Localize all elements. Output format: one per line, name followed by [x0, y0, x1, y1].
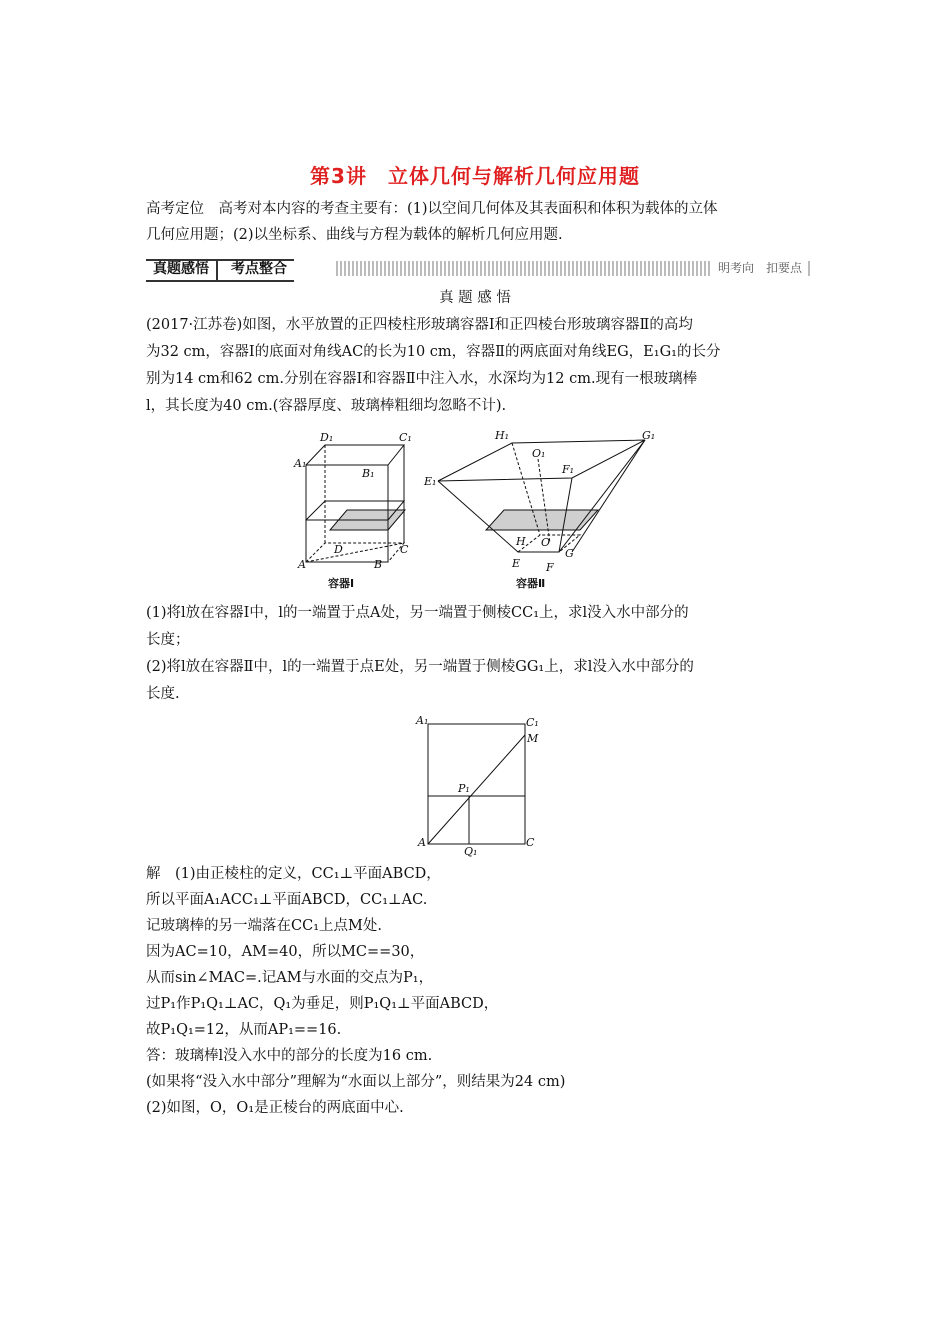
caption-container-1: 容器Ⅰ — [328, 577, 355, 590]
label-H1: H₁ — [495, 429, 510, 442]
label-E: E — [512, 557, 521, 570]
solution-line-9: (如果将“没入水中部分”理解为“水面以上部分”，则结果为24 cm) — [146, 1074, 566, 1090]
label-F: F — [546, 561, 554, 574]
label-A1: A₁ — [294, 457, 307, 470]
label-H: H — [516, 535, 526, 548]
solution-line-2: 所以平面A₁ACC₁⊥平面ABCD，CC₁⊥AC. — [146, 892, 428, 908]
label-G1: G₁ — [642, 429, 656, 442]
banner-tab-real-questions: 真题感悟 — [153, 261, 209, 277]
label-E1: E₁ — [424, 475, 437, 488]
solution-line-7: 故P₁Q₁=12，从而AP₁==16. — [146, 1022, 342, 1038]
section-heading: 真 题 感 悟 — [439, 290, 511, 306]
container-1-drawing — [306, 445, 405, 562]
question-line-4: 长度. — [146, 686, 180, 702]
solution-line-8: 答：玻璃棒l没入水中的部分的长度为16 cm. — [146, 1048, 433, 1064]
label-C: C — [400, 543, 409, 556]
intro-line-2: 几何应用题；(2)以坐标系、曲线与方程为载体的解析几何应用题. — [146, 227, 563, 243]
solution-line-1: 解 (1)由正棱柱的定义，CC₁⊥平面ABCD， — [146, 866, 441, 882]
containers-figure — [290, 425, 670, 595]
label-M: M — [527, 732, 539, 745]
label-B1: B₁ — [362, 467, 375, 480]
question-line-3: (2)将l放在容器Ⅱ中，l的一端置于点E处，另一端置于侧棱GG₁上，求l没入水中部分的 — [146, 659, 694, 675]
solution-line-5: 从而sin∠MAC=.记AM与水面的交点为P₁， — [146, 970, 434, 986]
label-Q1: Q₁ — [464, 845, 478, 857]
label-D1: D₁ — [320, 431, 334, 444]
label-C1-fig2: C₁ — [526, 716, 539, 729]
question-line-1: (1)将l放在容器Ⅰ中，l的一端置于点A处，另一端置于侧棱CC₁上，求l没入水中部分的 — [146, 605, 689, 621]
solution-line-4: 因为AC=10，AM=40，所以MC==30， — [146, 944, 425, 960]
cross-section-drawing — [428, 724, 525, 844]
solution-line-3: 记玻璃棒的另一端落在CC₁上点M处. — [146, 918, 382, 934]
label-A1-fig2: A₁ — [416, 714, 429, 727]
label-C1: C₁ — [399, 431, 412, 444]
banner-separator — [216, 261, 224, 280]
cross-section-figure — [410, 712, 550, 857]
solution-line-10: (2)如图，O，O₁是正棱台的两底面中心. — [146, 1100, 404, 1116]
label-F1: F₁ — [562, 463, 575, 476]
label-D: D — [334, 543, 343, 556]
label-O1: O₁ — [532, 447, 546, 460]
banner-tab-key-points: 考点整合 — [231, 261, 287, 277]
question-line-2: 长度； — [146, 632, 190, 648]
problem-line-1: (2017·江苏卷)如图，水平放置的正四棱柱形玻璃容器Ⅰ和正四棱台形玻璃容器Ⅱ的高均 — [146, 317, 693, 333]
label-C-fig2: C — [526, 836, 535, 849]
problem-line-3: 别为14 cm和62 cm.分别在容器Ⅰ和容器Ⅱ中注入水，水深均为12 cm.现有一根玻璃棒 — [146, 371, 698, 387]
label-P1: P₁ — [458, 782, 470, 795]
page-title: 第3讲 立体几何与解析几何应用题 — [310, 164, 640, 188]
banner-tabs — [146, 259, 294, 282]
label-A-fig2: A — [418, 836, 426, 849]
solution-line-6: 过P₁作P₁Q₁⊥AC，Q₁为垂足，则P₁Q₁⊥平面ABCD， — [146, 996, 499, 1012]
banner-tag: 明考向 扣要点 — [712, 260, 808, 277]
intro-line-1: 高考定位 高考对本内容的考查主要有：(1)以空间几何体及其表面积和体积为载体的立体 — [146, 201, 718, 217]
section-banner — [146, 259, 812, 278]
label-G: G — [565, 547, 574, 560]
problem-line-4: l，其长度为40 cm.(容器厚度、玻璃棒粗细均忽略不计). — [146, 398, 507, 414]
problem-line-2: 为32 cm，容器Ⅰ的底面对角线AC的长为10 cm，容器Ⅱ的两底面对角线EG，E₁G₁的长分 — [146, 344, 721, 360]
label-B: B — [374, 558, 383, 571]
label-O: O — [541, 536, 551, 549]
caption-container-2: 容器Ⅱ — [516, 577, 546, 590]
label-A: A — [298, 558, 306, 571]
